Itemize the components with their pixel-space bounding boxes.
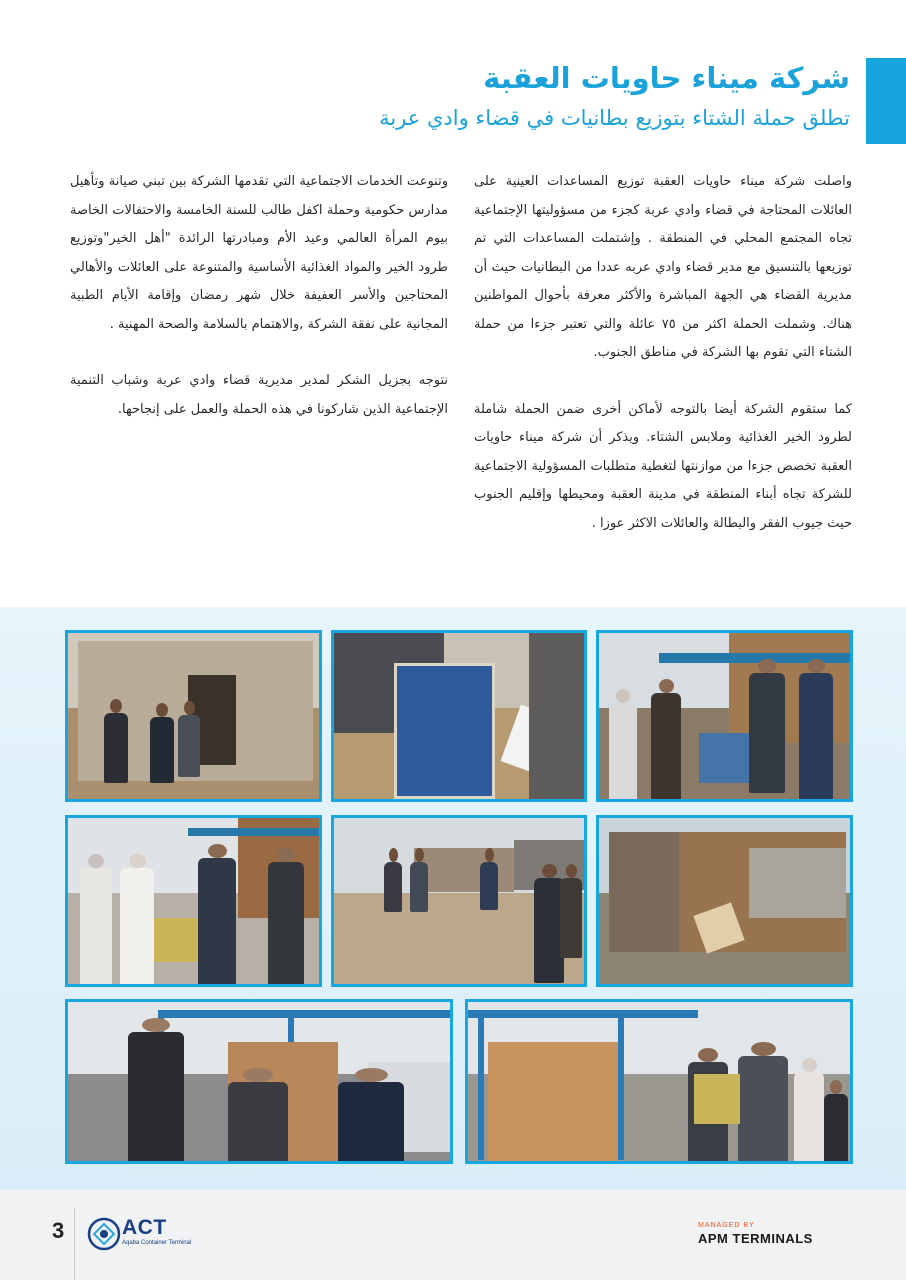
photo-house-visit [65,630,322,802]
managed-by-label: MANAGED BY [698,1222,755,1229]
photo-truck-distribution [596,630,853,802]
paragraph: كما ستقوم الشركة أيضا بالتوجه لأماكن أخرى ضمن الحملة شاملة لطرود الخير الغذائية وملابس الشتاء. ويذكر أن شركة ميناء حاويات العقبة تخصص جزءا من موازنتها لتغطية متطلبات المسؤولية الاجتماعية للشركة تجاه أبناء المنطقة في مدينة العقبة ومحيطها وإقليم الجنوب حيث جيوب الفقر والبطالة والعائلات الاكثر عوزا . [474,401,852,531]
page-title: شركة ميناء حاويات العقبة [483,61,850,95]
header-accent-bar [866,58,906,144]
article-column-right [474,168,852,566]
photo-village-walk [331,815,587,987]
page-number: 3 [52,1218,65,1243]
article-column-left [70,168,448,452]
photo-truck-loading [65,999,453,1164]
paragraph: وتنوعت الخدمات الاجتماعية التي تقدمها الشركة بين تبني صيانة وتأهيل مدارس حكومية وحملة اكفل طالب للسنة الخامسة والاحتفالات الخاصة بيوم المرأة العالمي وعيد الأم ومبادرتها الرائدة "أهل الخير"وتوزيع طرود الخير والمواد الغذائية الأساسية والمتنوعة على العائلات والأهالي المحتاجين والأسر العفيفة خلال شهر رمضان وإقامة الأيام الطبية المجانية على نفقة الشركة ,والاهتمام بالسلامة والصحة المهنية . [70,174,448,332]
photo-truck-handover [465,999,853,1164]
act-logo-subtext: Aqaba Container Terminal [122,1240,192,1246]
photo-elders-receiving [65,815,322,987]
act-logo-text: ACT [122,1216,167,1239]
footer-divider [74,1208,75,1280]
page-subtitle: تطلق حملة الشتاء بتوزيع بطانيات في قضاء وادي عربة [379,106,850,130]
paragraph: واصلت شركة ميناء حاويات العقبة توزيع المساعدات العينية على العائلات المحتاجة في قضاء وادي عربة كجزء من مسؤوليتها الإجتماعية تجاه المجتمع المحلي في المنطقة . وإشتملت المساعدات التي تم توزيعها بالتنسيق مع مدير قضاء وادي عربه عددا من البطانيات حيث أن مديرية القضاء هي الجهة المباشرة والأكثر معرفة بأحوال المواطنين هناك. وشملت الحملة اكثر من ٧٥ عائلة والتي تعتبر جزءا من حملة الشتاء التي تقوم بها الشركة في مناطق الجنوب. [474,174,853,360]
paragraph: نتوجه بجزيل الشكر لمدير مديرية قضاء وادي عربة وشباب التنمية الإجتماعية الذين شاركونا في هذه الحملة والعمل على إنجاحها. [70,373,448,417]
photo-tin-shelter [596,815,853,987]
photo-blanket-handover [331,630,587,802]
apm-terminals-logo: APM TERMINALS [698,1231,813,1246]
